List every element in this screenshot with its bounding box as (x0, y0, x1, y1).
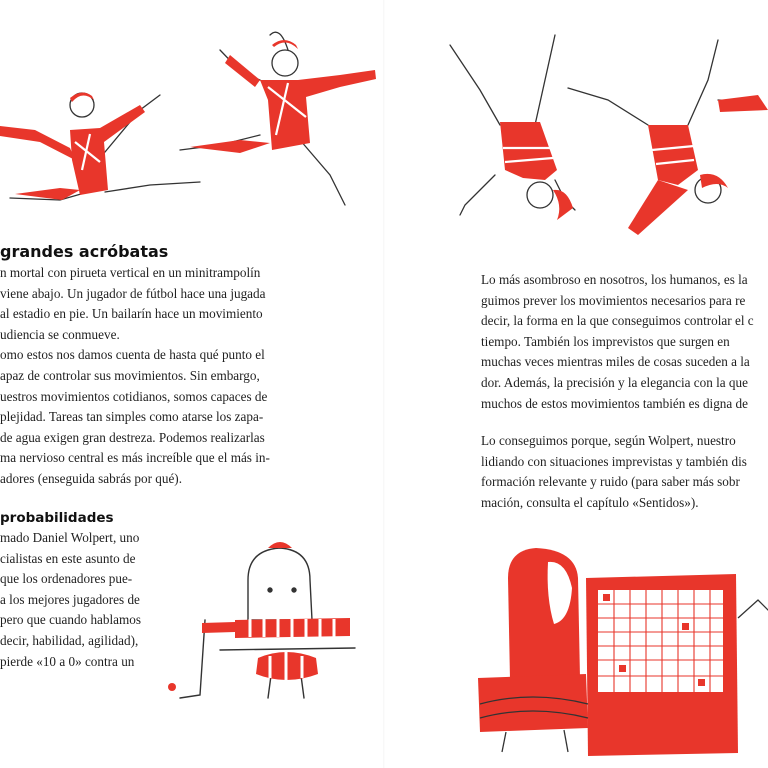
text-line: muchos de estos movimientos también es digna de (481, 395, 749, 411)
gymnast-split-leap-icon (180, 25, 380, 215)
text-line: Lo más asombroso en nosotros, los humanos, es la (481, 272, 748, 287)
text-line: pero que cuando hablamos (0, 612, 141, 628)
text-line: omo estos nos damos cuenta de hasta qué punto el (0, 347, 265, 363)
text-line: mación, consulta el capítulo «Sentidos»). (481, 494, 699, 510)
gymnast-leap-icon (0, 90, 210, 210)
section-heading-probabilities: probabilidades (0, 510, 114, 526)
text-line: ma nervioso central es más increíble que el más in- (0, 450, 270, 466)
text-line: dor. Además, la precisión y la elegancia con la que (481, 374, 748, 390)
text-block-probabilities (0, 528, 141, 672)
text-line: mado Daniel Wolpert, uno (0, 530, 140, 545)
text-line: de agua exigen gran destreza. Podemos realizarlas (0, 429, 265, 445)
gymnast-cartwheel-icon (445, 30, 585, 220)
text-line: guimos prever los movimientos necesarios para re (481, 292, 746, 308)
text-block-right-1 (481, 270, 754, 414)
text-line: a los mejores jugadores de (0, 591, 140, 607)
text-line: viene abajo. Un jugador de fútbol hace una jugada (0, 285, 266, 301)
text-line: plejidad. Tareas tan simples como atarse los zapa- (0, 409, 264, 425)
text-line: cialistas en este asunto de (0, 550, 136, 566)
text-line: tiempo. También los imprevistos que surgen en (481, 333, 730, 349)
gymnast-cartwheel-2-icon (568, 40, 768, 240)
text-line: Lo conseguimos porque, según Wolpert, nuestro (481, 433, 736, 448)
section-heading-acrobats: grandes acróbatas (0, 242, 169, 261)
text-line: pierde «10 a 0» contra un (0, 653, 135, 669)
text-line: udiencia se conmueve. (0, 326, 120, 342)
text-block-right-2 (481, 431, 747, 513)
text-line: que los ordenadores pue- (0, 571, 133, 587)
robot-golfer-icon (160, 530, 350, 720)
text-line: muchas veces mientras miles de cosas suceden a la (481, 354, 750, 370)
text-line: formación relevante y ruido (para saber más sobr (481, 474, 740, 490)
text-line: decir, habilidad, agilidad), (0, 632, 139, 648)
text-line: adores (enseguida sabrás por qué). (0, 470, 182, 486)
book-gutter (383, 0, 385, 768)
text-line: apaz de controlar sus movimientos. Sin embargo, (0, 367, 260, 383)
text-line: lidiando con situaciones imprevistas y también dis (481, 453, 747, 469)
text-line: uestros movimientos cotidianos, somos capaces de (0, 388, 268, 404)
text-line: decir, la forma en la que conseguimos controlar el c (481, 313, 754, 329)
person-playing-chess-icon (476, 538, 768, 768)
text-line: n mortal con pirueta vertical en un minitrampolín (0, 265, 261, 280)
text-line: al estadio en pie. Un bailarín hace un movimiento (0, 306, 263, 322)
text-block-acrobats (0, 263, 270, 490)
